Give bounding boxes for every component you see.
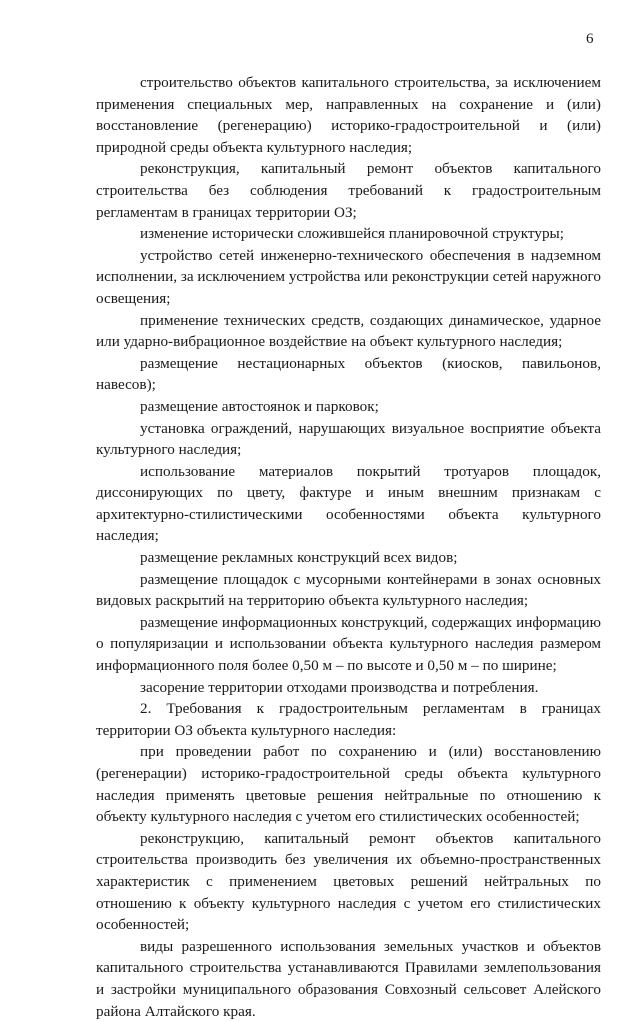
paragraph: размещение площадок с мусорными контейнерами в зонах основных видовых раскрытий на территорию объекта культурного наследия; bbox=[96, 570, 601, 610]
paragraph: размещение автостоянок и парковок; bbox=[140, 397, 379, 415]
paragraph: реконструкция, капитальный ремонт объектов капитального строительства без соблюдения требований к градостроительным регламентам в границах территории ОЗ; bbox=[96, 160, 601, 221]
paragraph: устройство сетей инженерно-технического обеспечения в надземном исполнении, за исключением устройства или реконструкции сетей наружного освещения; bbox=[96, 246, 601, 307]
document-body bbox=[96, 72, 601, 1022]
paragraph: установка ограждений, нарушающих визуальное восприятие объекта культурного наследия; bbox=[96, 419, 601, 459]
paragraph: изменение исторически сложившейся планировочной структуры; bbox=[140, 225, 564, 243]
paragraph: размещение информационных конструкций, содержащих информацию о популяризации и использовании объекта культурного наследия размером информационного поля более 0,50 м – по высоте и 0,50 м – по ширине; bbox=[96, 613, 601, 675]
paragraph: при проведении работ по сохранению и (или) восстановлению (регенерации) историко-градостроительной среды объекта культурного наследия применять цветовые решения нейтральные по отношению к объекту культурного наследия с учетом его стилистических особенностей; bbox=[96, 743, 601, 826]
paragraph: засорение территории отходами производства и потребления. bbox=[140, 678, 539, 696]
paragraph: реконструкцию, капитальный ремонт объектов капитального строительства производить без увеличения их объемно-пространственных характеристик с применением цветовых решений нейтральных по отношению к объекту культурного наследия с учетом его стилистических особенностей; bbox=[96, 829, 601, 934]
paragraph: размещение рекламных конструкций всех видов; bbox=[140, 549, 458, 567]
paragraph: виды разрешенного использования земельных участков и объектов капитального строительства устанавливаются Правилами землепользования и застройки муниципального образования Совхозный сельсовет Алейского района Алтайского края. bbox=[96, 937, 601, 1020]
paragraph: применение технических средств, создающих динамическое, ударное или ударно-вибрационное воздействие на объект культурного наследия; bbox=[96, 311, 601, 351]
paragraph: размещение нестационарных объектов (киосков, павильонов, навесов); bbox=[96, 354, 601, 394]
paragraph: использование материалов покрытий тротуаров площадок, диссонирующих по цвету, фактуре и иным внешним признакам с архитектурно-стилистическими особенностями объекта культурного наследия; bbox=[96, 462, 601, 545]
section-heading-paragraph: 2. Требования к градостроительным регламентам в границах территории ОЗ объекта культурного наследия: bbox=[96, 700, 601, 739]
page-number: 6 bbox=[586, 31, 594, 47]
paragraph: строительство объектов капитального строительства, за исключением применения специальных мер, направленных на сохранение и (или) восстановление (регенерацию) историко-градостроительной и (или) природной среды объекта культурного наследия; bbox=[96, 74, 601, 156]
